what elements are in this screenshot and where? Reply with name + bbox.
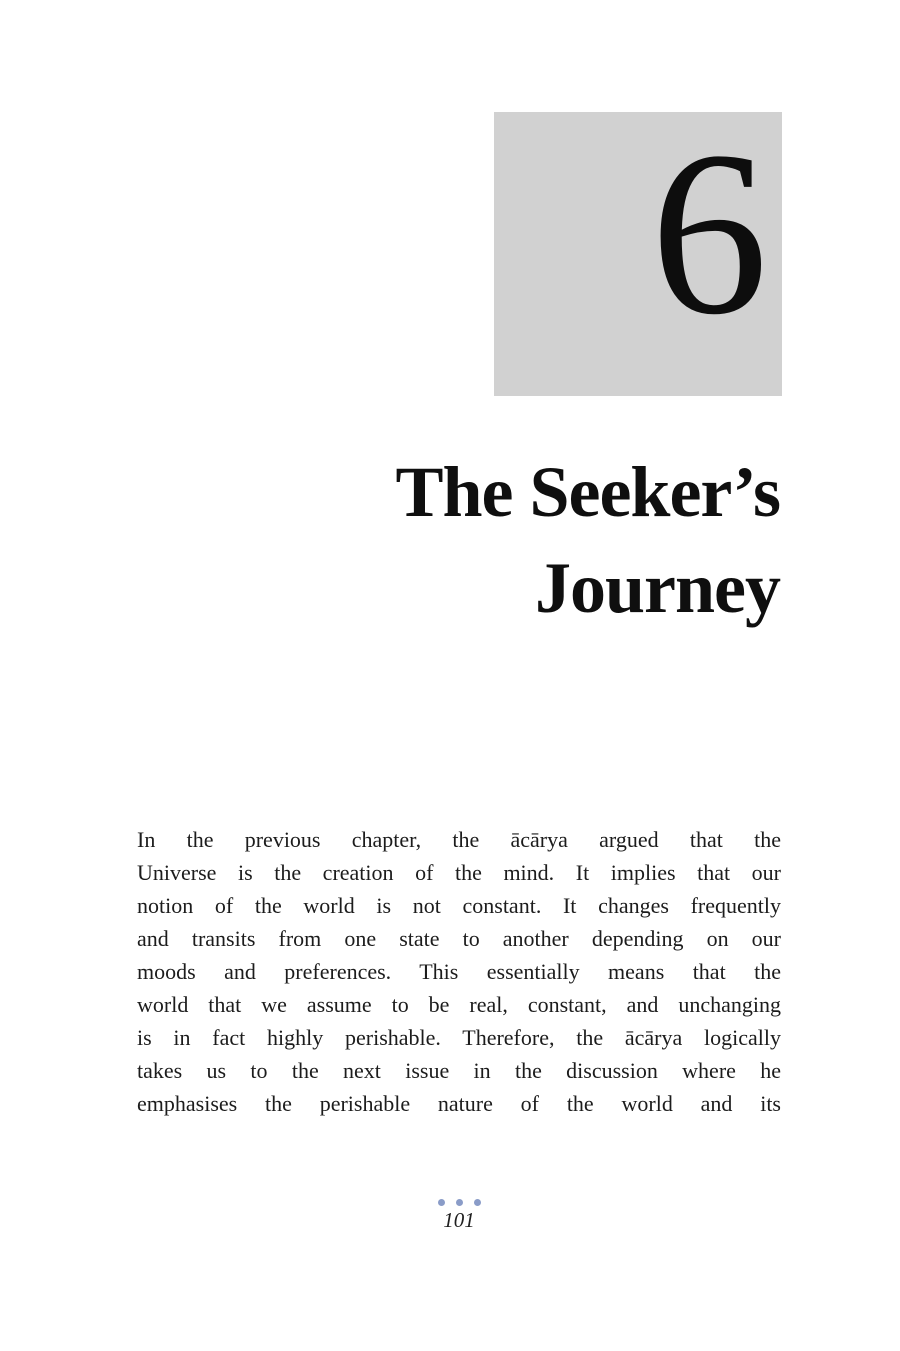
- ornament-dots-icon: [137, 1198, 781, 1208]
- chapter-title: [395, 444, 780, 636]
- chapter-title-line-1: The Seeker’s: [395, 452, 780, 532]
- chapter-number-box: [494, 103, 782, 396]
- body-line: Universe is the creation of the mind. It implies that our: [137, 860, 781, 885]
- body-line: emphasises the perishable nature of the world and its: [137, 1091, 781, 1116]
- body-line: moods and preferences. This essentially means that the: [137, 959, 781, 984]
- body-line: and transits from one state to another depending on our: [137, 926, 781, 951]
- page-number: 101: [443, 1208, 475, 1232]
- page-footer: [137, 1198, 781, 1232]
- dot-icon: [474, 1199, 481, 1206]
- body-line: is in fact highly perishable. Therefore, the ācārya logically: [137, 1025, 781, 1050]
- body-line: notion of the world is not constant. It changes frequently: [137, 893, 781, 918]
- body-line: In the previous chapter, the ācārya argued that the: [137, 827, 781, 852]
- chapter-title-line-2: Journey: [535, 548, 780, 628]
- body-paragraph: [137, 823, 781, 1120]
- dot-icon: [456, 1199, 463, 1206]
- chapter-number: 6: [650, 103, 768, 363]
- body-line: takes us to the next issue in the discussion where he: [137, 1058, 781, 1083]
- dot-icon: [438, 1199, 445, 1206]
- body-line: world that we assume to be real, constant, and unchanging: [137, 992, 781, 1017]
